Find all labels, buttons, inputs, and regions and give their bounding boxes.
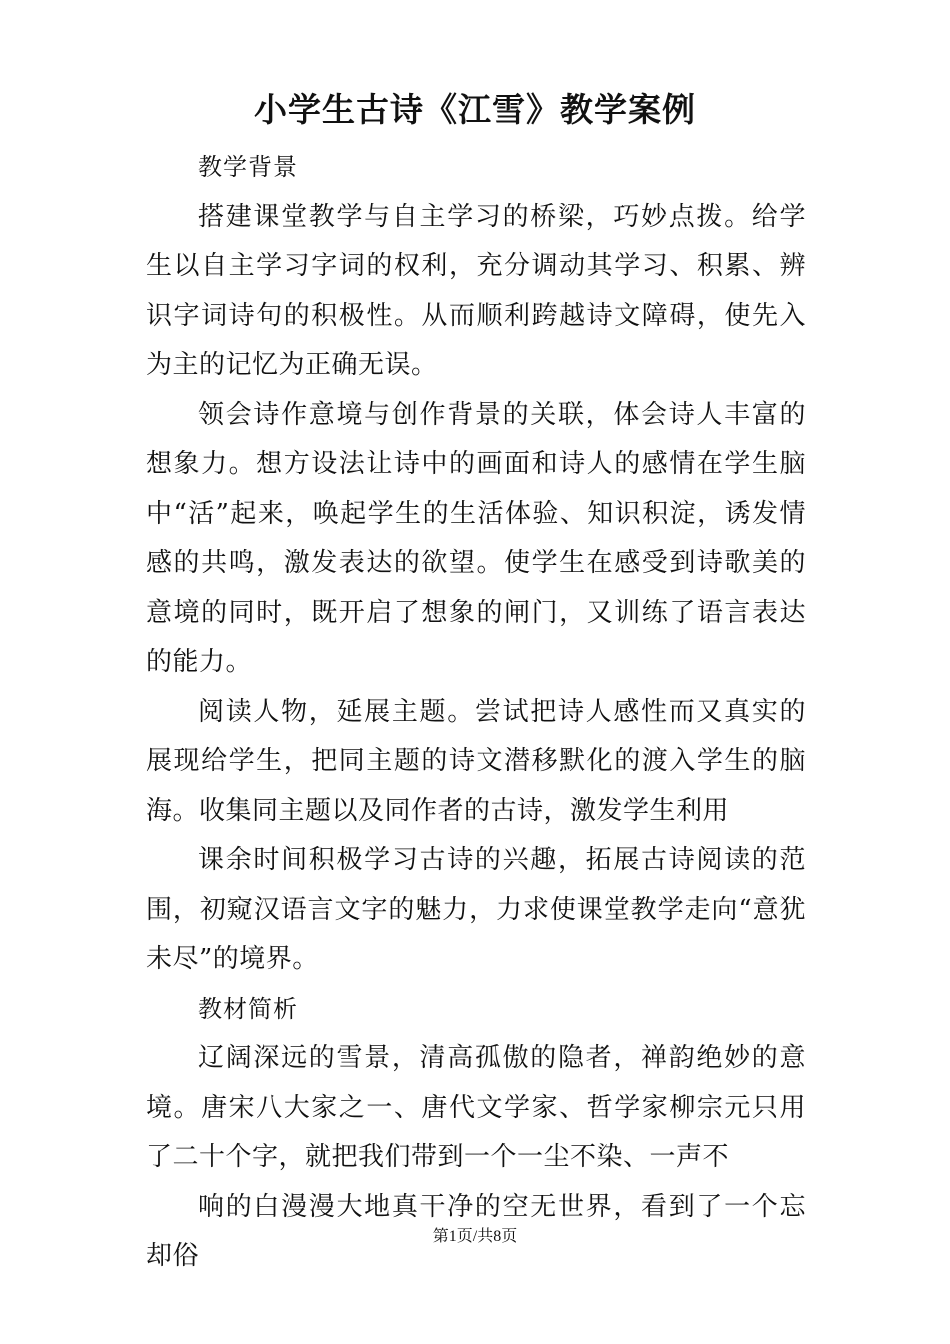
paragraph: 响的白漫漫大地真干净的空无世界，看到了一个忘却俗 bbox=[146, 1191, 806, 1271]
paragraph: 搭建课堂教学与自主学习的桥梁，巧妙点拨。给学生以自主学习字词的权利，充分调动其学习、积累、辨识字词诗句的积极性。从而顺利跨越诗文障碍，使先入为主的记忆为正确无误。 bbox=[146, 201, 806, 380]
document-title: 小学生古诗《江雪》教学案例 bbox=[254, 90, 696, 129]
paragraph: 辽阔深远的雪景，清高孤傲的隐者，禅韵绝妙的意境。唐宋八大家之一、唐代文学家、哲学家柳宗元只用了二十个字，就把我们带到一个一尘不染、一声不 bbox=[146, 1043, 806, 1172]
section-heading-material: 教材简析 bbox=[198, 994, 298, 1023]
document-body bbox=[146, 143, 806, 1282]
page-number-footer: 第1页/共8页 bbox=[432, 1228, 518, 1245]
paragraph: 领会诗作意境与创作背景的关联，体会诗人丰富的想象力。想方设法让诗中的画面和诗人的感情在学生脑中“活”起来，唤起学生的生活体验、知识积淀，诱发情感的共鸣，激发表达的欲望。使学生在感受到诗歌美的意境的同时，既开启了想象的闸门，又训练了语言表达的能力。 bbox=[146, 399, 806, 677]
section-heading-background: 教学背景 bbox=[198, 153, 298, 181]
paragraph: 课余时间积极学习古诗的兴趣，拓展古诗阅读的范围，初窥汉语言文字的魅力，力求使课堂教学走向“意犹未尽”的境界。 bbox=[146, 845, 806, 974]
paragraph: 阅读人物，延展主题。尝试把诗人感性而又真实的展现给学生，把同主题的诗文潜移默化的渡入学生的脑海。收集同主题以及同作者的古诗，激发学生利用 bbox=[146, 696, 806, 826]
